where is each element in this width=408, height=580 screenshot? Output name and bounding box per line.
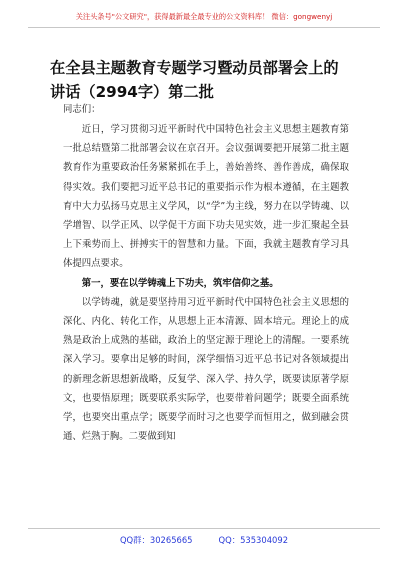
salutation: 同志们： <box>63 104 101 115</box>
document-title: 在全县主题教育专题学习暨动员部署会上的讲话（2994字）第二批 <box>50 59 339 101</box>
intro-paragraph: 近日，学习贯彻习近平新时代中国特色社会主义思想主题教育第一批总结暨第二批部署会议在京召开。会议强调要把开展第二批主题教育作为重要政治任务紧紧抓在手上，善始善终、善作善成，确保取得实效。我们要把习近平总书记的重要指示作为根本遵循，在主题教育中大力弘扬马克思主义学风，以“学”为主线，努力在以学铸魂、以学增智、以学正风、以学促干方面下功夫见实效，进一步汇聚起全县上下乘势而上、拼搏实干的智慧和力量。下面，我就主题教育学习具体提四点要求。 <box>63 124 349 270</box>
header-banner: 关注头条号"公文研究"，获得最新最全最专业的公文资料库！ 微信：gongwenyj <box>75 12 333 21</box>
section-heading-1: 第一，要在以学铸魂上下功夫，筑牢信仰之基。 <box>81 277 279 289</box>
footer-qq: QQ：535304092 <box>218 535 289 545</box>
footer-qq-group: QQ群：30265665 <box>119 535 193 545</box>
document-body <box>63 120 349 446</box>
header-divider <box>28 27 380 28</box>
section-paragraph-1: 以学铸魂，就是要坚持用习近平新时代中国特色社会主义思想的深化、内化、转化工作，从思想上正本清源、固本培元。理论上的成熟是政治上成熟的基础，政治上的坚定源于理论上的清醒。一要系统深入学习。要拿出足够的时间，深学细悟习近平总书记对各领域提出的新理念新思想新战略，反复学、深入学、持久学，既要读原著学原文，也要悟原理；既要联系实际学，也要带着问题学；既要全面系统学，也要突出重点学；既要学而时习之也要学而恒用之，做到融会贯通、烂熟于胸。二要做到知 <box>63 296 349 443</box>
footer-contact <box>0 534 408 546</box>
footer-divider <box>28 528 380 529</box>
